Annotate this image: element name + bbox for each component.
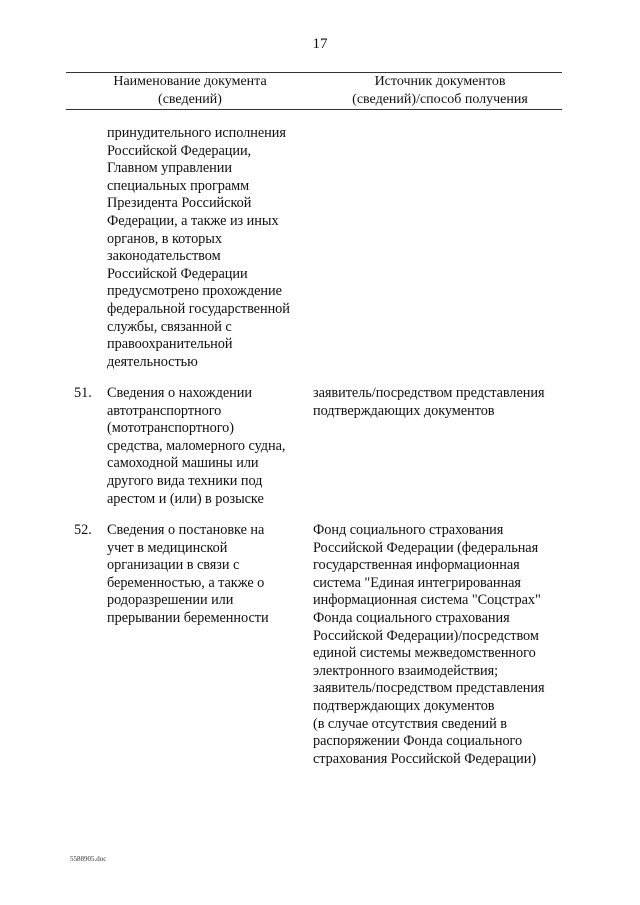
header-source-line: Источник документов	[374, 74, 506, 89]
cell-line: Российской Федерации	[107, 265, 248, 282]
cell-line: Сведения о постановке на	[107, 522, 265, 538]
cell-line: арестом и (или) в розыске	[107, 490, 264, 507]
cell-line: правоохранительной	[107, 336, 233, 353]
cell-line: страхования Российской Федерации)	[313, 750, 537, 767]
cell-line: другого вида техники под	[107, 472, 263, 489]
cell-line: подтверждающих документов	[313, 402, 495, 419]
cell-line: средства, маломерного судна,	[107, 437, 286, 454]
cell-line: родоразрешении или	[107, 592, 234, 609]
table-header-bottom-rule	[66, 109, 562, 110]
cell-line: Президента Российской	[107, 195, 252, 212]
cell-line: Российской Федерации,	[107, 142, 252, 159]
cell-line: электронного взаимодействия;	[313, 662, 499, 679]
cell-line: распоряжении Фонда социального	[313, 733, 523, 750]
cell-line: законодательством	[107, 248, 221, 265]
header-name-line: (сведений)	[158, 92, 222, 107]
cell-line: (мототранспортного)	[107, 420, 234, 437]
cell-line: беременностью, а также о	[107, 574, 265, 591]
page-number: 17	[312, 36, 328, 52]
cell-line: предусмотрено прохождение	[107, 283, 282, 300]
cell-line: специальных программ	[107, 177, 250, 194]
cell-line: прерывании беременности	[107, 609, 269, 626]
cell-line: автотранспортного	[107, 402, 222, 419]
row-name-cell	[107, 385, 285, 508]
cell-line: единой системы межведомственного	[313, 645, 536, 662]
row-source-cell	[313, 385, 545, 420]
cell-line: Сведения о нахождении	[107, 385, 252, 401]
header-source-line: (сведений)/способ получения	[352, 92, 528, 107]
document-file-code: 5588905.doc	[70, 855, 107, 863]
cell-line: информационная система "Соцстрах"	[313, 592, 541, 609]
cell-line: органов, в которых	[107, 230, 222, 247]
cell-line: заявитель/посредством представления	[313, 385, 545, 401]
cell-line: Российской Федерации (федеральная	[313, 539, 539, 556]
header-name-line: Наименование документа	[113, 74, 267, 89]
header-name-column	[70, 73, 310, 109]
cell-line: (в случае отсутствия сведений в	[313, 715, 507, 732]
cell-line: Российской Федерации)/посредством	[313, 627, 539, 644]
cell-line: принудительного исполнения	[107, 125, 286, 141]
header-source-column	[318, 73, 562, 109]
cell-line: государственная информационная	[313, 557, 520, 574]
cell-line: федеральной государственной	[107, 300, 290, 317]
row-number: 52.	[74, 522, 92, 538]
cell-line: заявитель/посредством представления	[313, 680, 545, 697]
cell-line: Фонд социального страхования	[313, 522, 504, 538]
cell-line: самоходной машины или	[107, 455, 259, 472]
row-source-cell	[313, 522, 545, 768]
cell-line: подтверждающих документов	[313, 697, 495, 714]
cell-line: система "Единая интегрированная	[313, 574, 521, 591]
cell-line: Главном управлении	[107, 160, 232, 177]
continuation-name-cell	[107, 125, 290, 371]
cell-line: деятельностью	[107, 353, 198, 370]
cell-line: Федерации, а также из иных	[107, 212, 279, 229]
row-number: 51.	[74, 385, 92, 401]
cell-line: службы, связанной с	[107, 318, 232, 335]
cell-line: организации в связи с	[107, 557, 240, 574]
cell-line: учет в медицинской	[107, 539, 228, 556]
cell-line: Фонда социального страхования	[313, 609, 510, 626]
row-name-cell	[107, 522, 269, 628]
